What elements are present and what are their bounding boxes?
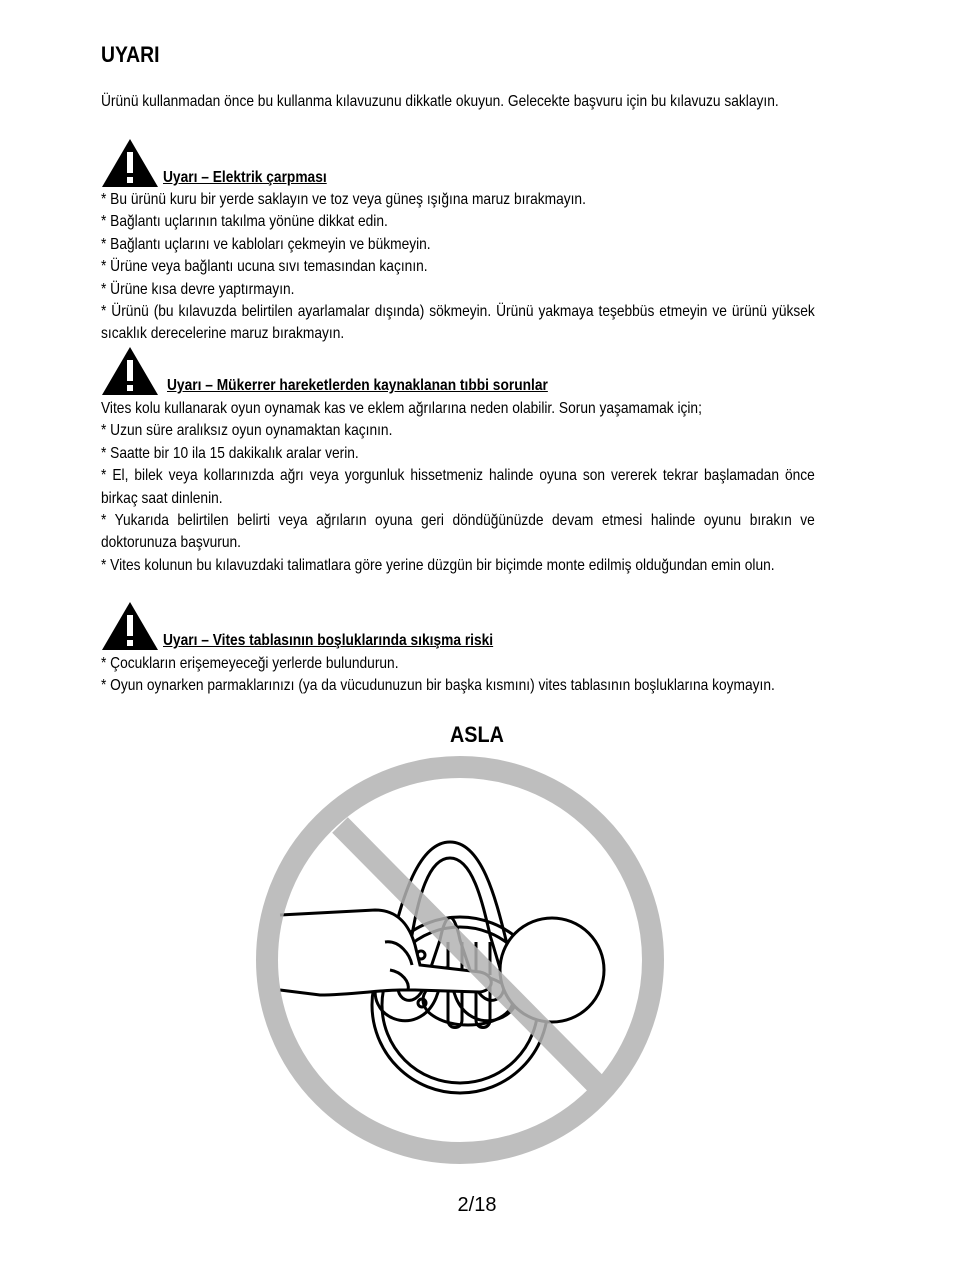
intro-paragraph: Ürünü kullanmadan önce bu kullanma kılavuzunu dikkatle okuyun. Gelecekte başvuru için bu kılavuzu saklayın.	[101, 93, 779, 110]
warning-line: * Bağlantı uçlarını ve kabloları çekmeyin ve bükmeyin.	[101, 235, 431, 253]
warning-triangle-icon	[101, 138, 159, 188]
warning-line: * El, bilek veya kollarınızda ağrı veya yorgunluk hissetmeniz halinde oyuna son vererek tekrar başlamadan önce birkaç saat dinlenin.	[101, 467, 815, 507]
warning-line: * Çocukların erişemeyeceği yerlerde bulundurun.	[101, 655, 399, 672]
warning-triangle-icon	[101, 346, 159, 396]
prohibited-finger-illustration	[250, 750, 670, 1170]
warning-line: * Bağlantı uçlarının takılma yönüne dikkat edin.	[101, 213, 388, 231]
warning-heading: Uyarı – Mükerrer hareketlerden kaynaklanan tıbbi sorunlar	[167, 377, 548, 394]
warning-line: * Uzun süre aralıksız oyun oynamaktan kaçının.	[101, 422, 393, 440]
warning-line: * Oyun oynarken parmaklarınızı (ya da vücudunuzun bir başka kısmını) vites tablasının boşluklarına koymayın.	[101, 677, 775, 695]
warning-line: Vites kolu kullanarak oyun oynamak kas ve eklem ağrılarına neden olabilir. Sorun yaşamamak için;	[101, 400, 702, 417]
warning-line: * Bu ürünü kuru bir yerde saklayın ve toz veya güneş ışığına maruz bırakmayın.	[101, 191, 586, 208]
warning-line: * Ürüne kısa devre yaptırmayın.	[101, 280, 295, 298]
warning-body-electric	[101, 189, 815, 346]
warning-line: * Saatte bir 10 ila 15 dakikalık aralar verin.	[101, 444, 359, 462]
warning-header-pinch	[101, 601, 547, 651]
never-label: ASLA	[450, 722, 504, 747]
page-number: 2/18	[457, 1194, 497, 1216]
page-title: UYARI	[101, 42, 160, 67]
warning-header-medical	[101, 346, 610, 396]
warning-body-medical	[101, 398, 815, 577]
warning-triangle-icon	[101, 601, 159, 651]
warning-body-pinch	[101, 653, 815, 698]
warning-line: * Vites kolunun bu kılavuzdaki talimatlara göre yerine düzgün bir biçimde monte edilmiş olduğundan emin olun.	[101, 556, 775, 574]
warning-line: * Ürünü (bu kılavuzda belirtilen ayarlamalar dışında) sökmeyin. Ürünü yakmaya teşebbüs etmeyin ve ürünü yüksek sıcaklık derecelerine maruz bırakmayın.	[101, 303, 815, 343]
warning-heading: Uyarı – Elektrik çarpması	[163, 169, 327, 186]
warning-line: * Ürüne veya bağlantı ucuna sıvı temasından kaçının.	[101, 258, 428, 276]
warning-heading: Uyarı – Vites tablasının boşluklarında sıkışma riski	[163, 632, 494, 649]
warning-header-electric	[101, 138, 353, 188]
warning-line: * Yukarıda belirtilen belirti veya ağrıların oyuna geri döndüğünüzde devam etmesi halinde oyunu bırakın ve doktorunuza başvurun.	[101, 512, 815, 552]
